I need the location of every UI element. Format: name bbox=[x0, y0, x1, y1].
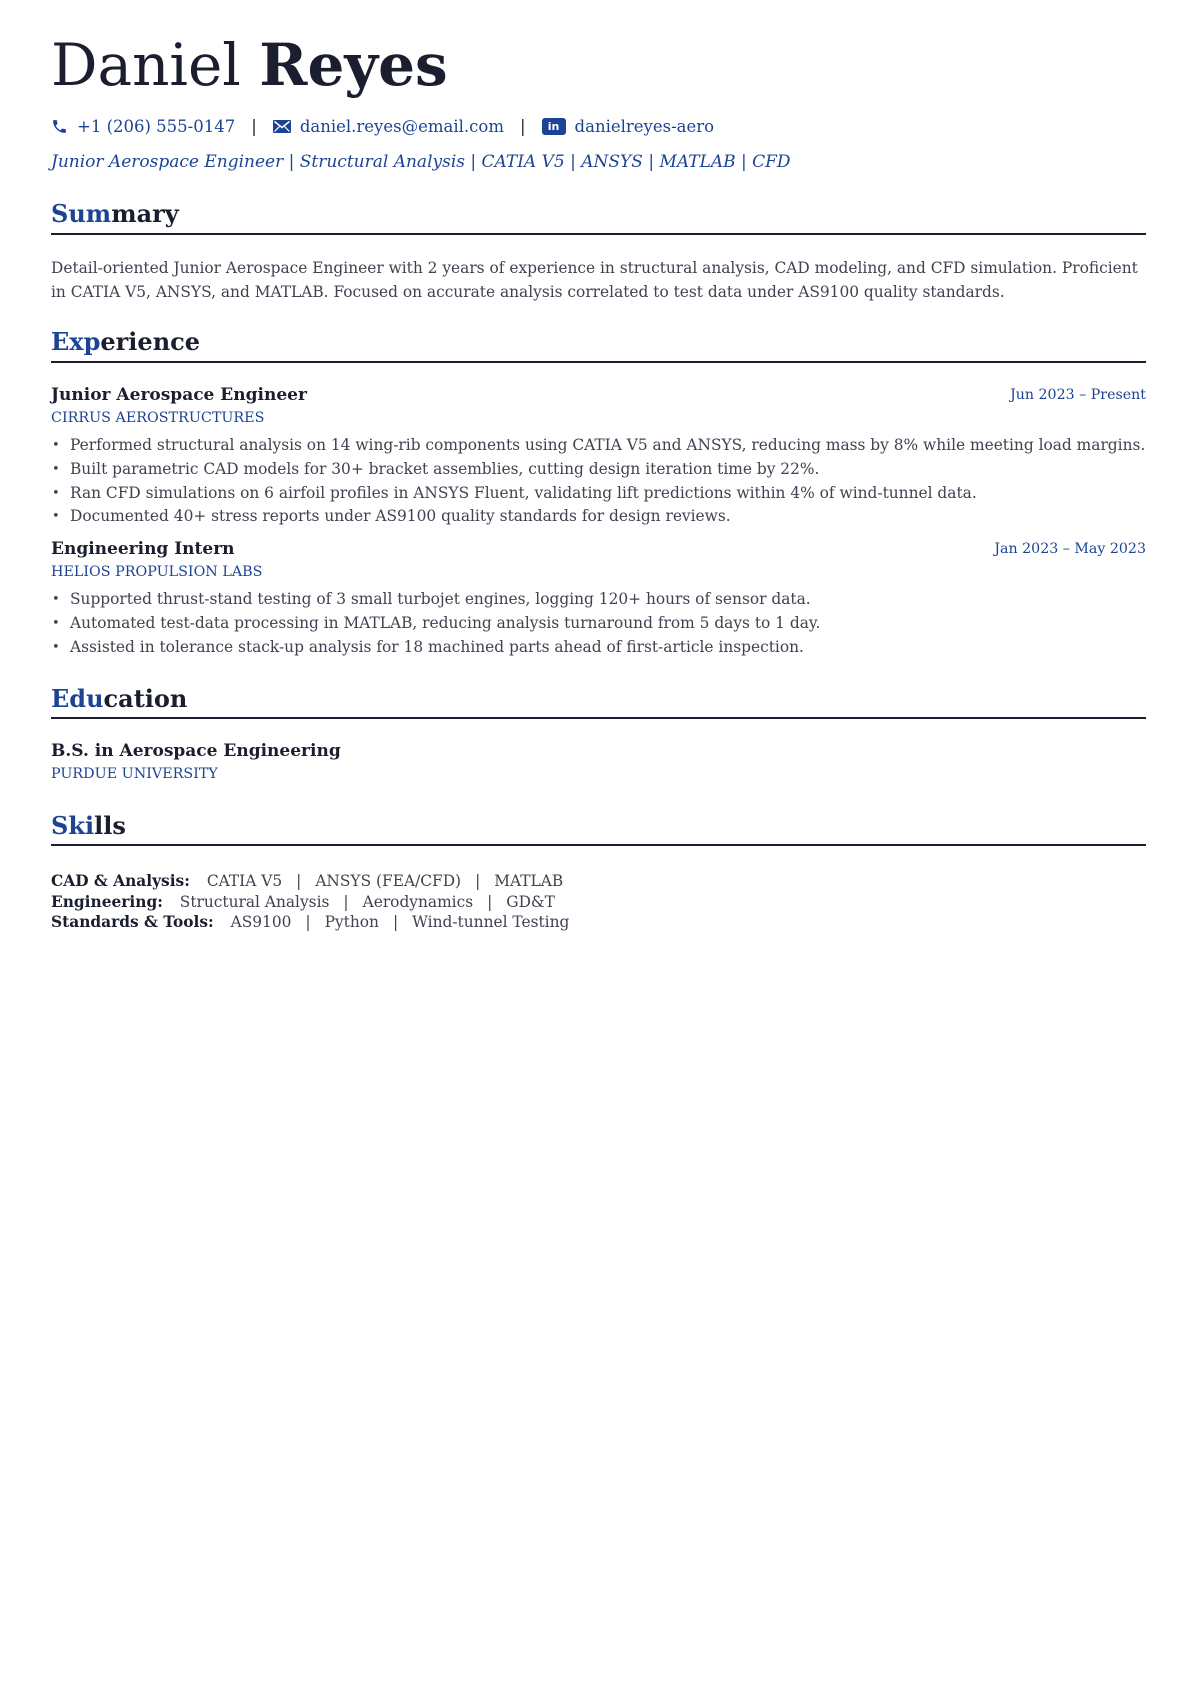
experience-heading: Experience bbox=[51, 327, 201, 356]
experience-divider bbox=[51, 361, 1146, 363]
skill-separator: | bbox=[392, 913, 399, 932]
skill-item: Wind-tunnel Testing bbox=[412, 913, 570, 932]
skills-list bbox=[51, 871, 569, 933]
list-item: • Ran CFD simulations on 6 airfoil profiles in ANSYS Fluent, validating lift predictions within 4% of wind-tunnel data. bbox=[51, 482, 1146, 506]
summary-divider bbox=[51, 233, 1146, 235]
skill-separator: | bbox=[487, 892, 493, 911]
summary-heading: Summary bbox=[51, 199, 179, 228]
skill-item: Python bbox=[324, 913, 379, 932]
skill-item: MATLAB bbox=[494, 872, 564, 890]
skills-divider bbox=[51, 844, 1146, 846]
list-item: • Automated test-data processing in MATLAB, reducing analysis turnaround from 5 days to 1 day. bbox=[51, 612, 1146, 636]
skill-separator: | bbox=[296, 872, 302, 890]
job-title: Junior Aerospace Engineer bbox=[51, 385, 307, 405]
company-name: HELIOS PROPULSION LABS bbox=[51, 564, 263, 580]
skills-heading: Skills bbox=[51, 811, 126, 840]
email-address: daniel.reyes@email.com bbox=[299, 116, 504, 136]
last-name: Reyes bbox=[259, 31, 448, 99]
envelope-icon bbox=[273, 120, 291, 133]
list-item: • Documented 40+ stress reports under AS9100 quality standards for design reviews. bbox=[51, 505, 1146, 529]
job-title: Engineering Intern bbox=[51, 539, 235, 559]
skill-row bbox=[51, 871, 569, 892]
skill-item: ANSYS (FEA/CFD) bbox=[315, 872, 462, 890]
job-dates: Jun 2023 – Present bbox=[1010, 387, 1146, 403]
skill-category: CAD & Analysis: bbox=[51, 872, 190, 890]
skill-item: Aerodynamics bbox=[362, 892, 474, 911]
skill-separator: | bbox=[343, 892, 349, 911]
skill-item: Structural Analysis bbox=[179, 892, 330, 911]
skill-row bbox=[51, 892, 569, 913]
linkedin-handle: danielreyes-aero bbox=[574, 116, 715, 136]
candidate-name bbox=[51, 31, 448, 99]
skill-separator: | bbox=[305, 913, 311, 932]
skill-row bbox=[51, 912, 569, 933]
school-name: PURDUE UNIVERSITY bbox=[51, 766, 218, 782]
education-heading: Education bbox=[51, 684, 188, 713]
list-item: • Supported thrust-stand testing of 3 small turbojet engines, logging 120+ hours of sensor data. bbox=[51, 588, 1146, 612]
contact-line bbox=[51, 114, 714, 138]
list-item: • Assisted in tolerance stack-up analysis for 18 machined parts ahead of first-article inspection. bbox=[51, 636, 1146, 660]
phone-icon bbox=[51, 118, 68, 135]
company-name: CIRRUS AEROSTRUCTURES bbox=[51, 410, 265, 426]
first-name: Daniel bbox=[51, 31, 241, 99]
skill-separator: | bbox=[475, 872, 481, 890]
headline: Junior Aerospace Engineer | Structural Analysis | CATIA V5 | ANSYS | MATLAB | CFD bbox=[51, 152, 791, 172]
phone-number: +1 (206) 555-0147 bbox=[77, 116, 236, 136]
contact-separator: | bbox=[519, 116, 526, 136]
skill-category: Engineering: bbox=[51, 892, 163, 911]
list-item: • Performed structural analysis on 14 wing-rib components using CATIA V5 and ANSYS, reducing mass by 8% while meeting load margins. bbox=[51, 434, 1146, 458]
job-dates: Jan 2023 – May 2023 bbox=[994, 541, 1146, 557]
job-bullets bbox=[51, 434, 1146, 529]
education-divider bbox=[51, 717, 1146, 719]
email-contact[interactable] bbox=[273, 117, 504, 136]
skill-item: AS9100 bbox=[230, 913, 292, 932]
list-item: • Built parametric CAD models for 30+ bracket assemblies, cutting design iteration time by 22%. bbox=[51, 458, 1146, 482]
degree: B.S. in Aerospace Engineering bbox=[51, 741, 341, 761]
contact-separator: | bbox=[251, 116, 257, 136]
linkedin-badge: in bbox=[542, 118, 566, 135]
job-bullets bbox=[51, 588, 1146, 659]
linkedin-icon bbox=[542, 118, 566, 135]
skill-item: CATIA V5 bbox=[206, 872, 283, 890]
skill-item: GD&T bbox=[506, 892, 555, 911]
summary-text: Detail-oriented Junior Aerospace Engineer with 2 years of experience in structural analysis, CAD modeling, and CFD simulation. Proficient in CATIA V5, ANSYS, and MATLAB. Focused on accurate analysis correlated to test data under AS9100 quality standards. bbox=[51, 259, 1138, 301]
linkedin-contact[interactable] bbox=[542, 117, 715, 136]
skill-category: Standards & Tools: bbox=[51, 913, 214, 932]
phone-contact[interactable] bbox=[51, 117, 235, 136]
